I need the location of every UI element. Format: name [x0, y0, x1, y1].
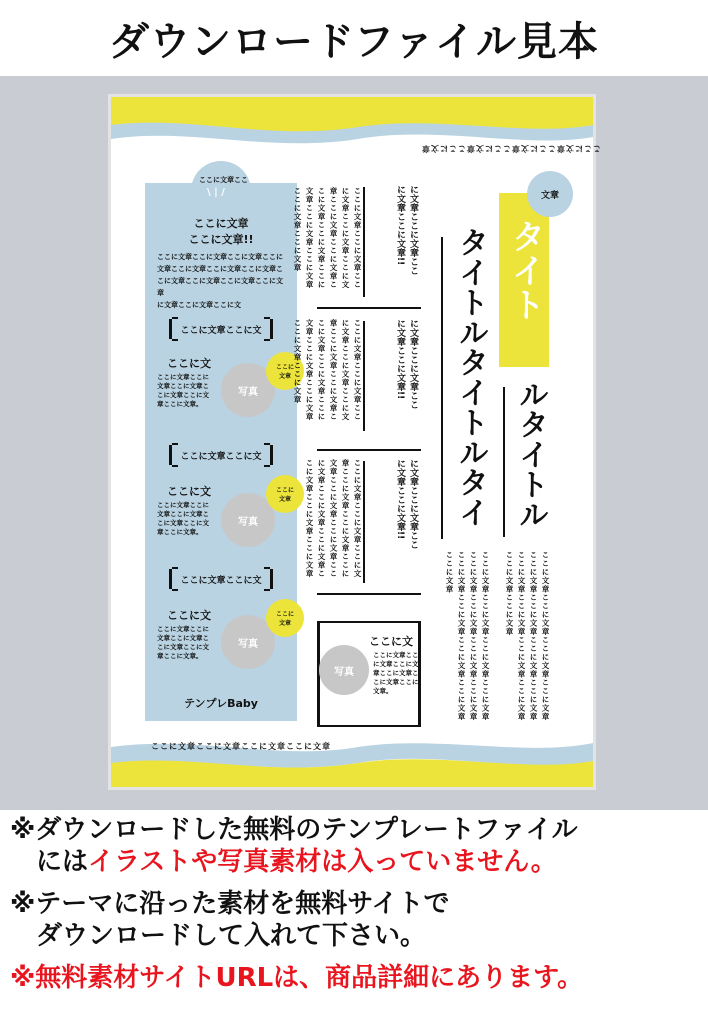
text-line: に文章ここに文 — [373, 660, 419, 668]
text-line: ここに文章ここに — [157, 625, 209, 633]
intro-line: こに文章ここに文章ここに文章ここに文章 — [157, 277, 283, 297]
page-header — [0, 0, 708, 76]
intro-line: 文章ここに文章ここに文章ここに文章こ — [157, 265, 283, 273]
note-1-line-2 — [10, 846, 708, 878]
badge-line: ここに — [275, 611, 294, 618]
title-rule — [441, 237, 443, 539]
badge-line: 文章 — [278, 620, 291, 627]
title-body-1: ここに文章ここに文章ここに文章ここに文章ここに文章ここに文章ここに文章ここに文章ここに文章ここに文章ここに文章ここに文章ここに文章ここに文章 — [505, 551, 550, 721]
title-body-2: ここに文章ここに文章ここに文章ここに文章ここに文章ここに文章ここに文章ここに文章ここに文章ここに文章ここに文章ここに文章ここに文章 — [445, 551, 490, 721]
mid-card-text — [373, 651, 421, 696]
sidebar-block-1-heading: ここに文 — [167, 357, 211, 370]
intro-line: に文章ここに文章ここに文 — [157, 301, 241, 309]
note-1-text: には — [10, 847, 89, 877]
mid-section-2-body: ここに文章ここに文章ここに文章ここに文章ここに文章ここに文章ここに文章ここに文章ここに文章ここに文章ここに文章ここに文章ここに文章ここに文章 — [293, 319, 362, 421]
mid-section-1-heading: に文章ここに文章ここ — [408, 185, 418, 275]
top-strip-text: ここに文章ここに文章ここに文章ここに文章 — [421, 144, 601, 153]
note-2-line-1: ※テーマに沿った素材を無料サイトで — [10, 889, 450, 919]
text-line: 章ここに文章。 — [157, 400, 203, 408]
title-col-right: ルタイトル — [513, 379, 548, 529]
photo-placeholder: 写真 — [319, 645, 369, 695]
text-line: こに文章ここに文 — [157, 391, 209, 399]
sidebar-block-3-badge — [266, 599, 304, 637]
sidebar-block-1-text — [157, 373, 227, 409]
brand-footer: テンプレBaby — [184, 697, 258, 710]
text-line: ここに文章ここ — [373, 651, 419, 659]
intro-line: ここに文章ここに文章ここに文章ここに — [157, 253, 283, 261]
divider — [317, 593, 421, 595]
text-line: 文章ここに文章こ — [157, 382, 209, 390]
bracket-label: ここに文章ここに文 — [180, 451, 262, 462]
sparkle-icon: \ | / — [207, 187, 225, 198]
title-rule — [503, 387, 505, 537]
mid-section-3-heading: に文章ここに文章ここ — [408, 459, 418, 549]
title-col-left: タイトルタイトルタイ — [453, 227, 488, 527]
sidebar-heading-1: ここに文章 — [193, 217, 249, 230]
sidebar-intro — [157, 251, 287, 311]
sidebar-block-2-badge — [266, 475, 304, 513]
sidebar-block-2-heading: ここに文 — [167, 485, 211, 498]
text-line: こに文章ここに文 — [157, 519, 209, 527]
text-line: 章ここに文章。 — [157, 528, 203, 536]
badge-line: 文章 — [278, 496, 291, 503]
sidebar-block-2-text — [157, 501, 227, 537]
mid-section-2-heading2: に文章ここに文章!! — [395, 319, 405, 400]
page-title: ダウンロードファイル見本 — [109, 18, 599, 65]
mid-section-2-heading: に文章ここに文章ここ — [408, 319, 418, 409]
text-line: 文章ここに文章こ — [157, 634, 209, 642]
mid-section-1-heading2: に文章ここに文章!! — [395, 185, 405, 266]
sidebar-heading-2: ここに文章!! — [188, 233, 254, 246]
bottom-wave-decoration — [111, 727, 593, 787]
divider — [363, 321, 365, 431]
divider — [317, 307, 421, 309]
bracket-label: ここに文章ここに文 — [180, 575, 262, 586]
text-line: 文章ここに文章こ — [157, 510, 209, 518]
template-preview — [108, 94, 601, 790]
sidebar-block-1-bracket — [169, 319, 273, 339]
divider — [317, 449, 421, 451]
bracket-label: ここに文章ここに文 — [180, 325, 262, 336]
divider — [363, 461, 365, 583]
title-badge: 文章 — [527, 171, 573, 217]
sidebar-arc-text: ここに文章ここ — [199, 176, 248, 184]
divider — [363, 187, 365, 297]
photo-placeholder: 写真 — [221, 493, 275, 547]
mid-section-1-body: ここに文章ここに文章ここに文章ここに文章ここに文章ここに文章ここに文章ここに文章ここに文章ここに文章ここに文章ここに文章ここに文章ここに文章 — [293, 187, 362, 289]
sidebar-block-2-bracket — [169, 445, 273, 465]
note-1-line-1: ※ダウンロードした無料のテンプレートファイル — [10, 815, 578, 845]
title-yellow-text: タイト — [505, 219, 545, 321]
badge-line: 文章 — [278, 373, 291, 380]
mid-section-3-heading2: に文章ここに文章!! — [395, 459, 405, 540]
sidebar-block-3-heading: ここに文 — [167, 609, 211, 622]
notes-section — [0, 814, 708, 1009]
note-1-warning: イラストや写真素材は入っていません。 — [88, 847, 557, 877]
text-line: ここに文章ここに — [157, 373, 209, 381]
bottom-strip-text: ここに文章ここに文章ここに文章ここに文章 — [151, 742, 331, 751]
text-line: ここに文章ここに — [157, 501, 209, 509]
text-line: 章ここに文章。 — [157, 652, 203, 660]
badge-line: ここに — [275, 487, 294, 494]
sidebar-block-3-text — [157, 625, 227, 661]
mid-card-heading: ここに文 — [369, 635, 413, 648]
text-line: 章ここに文章こ — [373, 669, 419, 677]
text-line: こに文章ここに文 — [157, 643, 209, 651]
sidebar-block-3-bracket — [169, 569, 273, 589]
badge-line: ここに — [275, 364, 294, 371]
photo-placeholder: 写真 — [221, 615, 275, 669]
text-line: こに文章ここに — [373, 678, 419, 686]
mid-section-3-body: ここに文章ここに文章ここに文章ここに文章ここに文章ここに文章ここに文章ここに文章ここに文章ここに文章ここに文章ここに文章ここに文章ここに文章 — [305, 459, 362, 578]
photo-placeholder: 写真 — [221, 363, 275, 417]
note-3: ※無料素材サイトURLは、商品詳細にあります。 — [10, 963, 584, 993]
text-line: 文章。 — [373, 687, 393, 695]
note-2-line-2: ダウンロードして入れて下さい。 — [10, 921, 427, 951]
